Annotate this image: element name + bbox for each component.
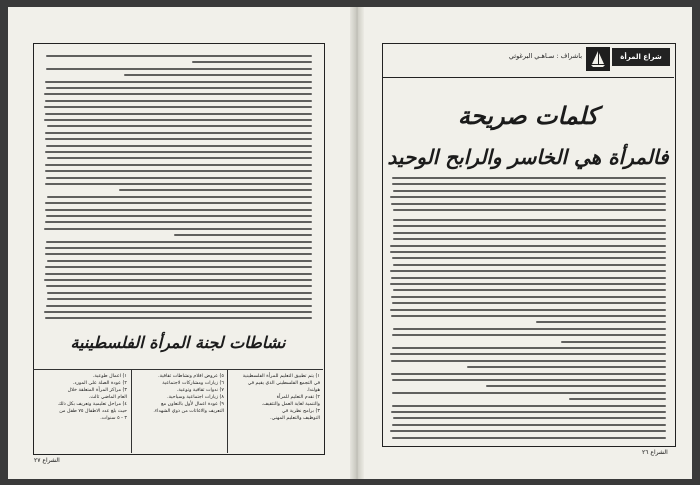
text-line [392,424,666,426]
text-line [391,277,666,279]
box-line: ٨) زيارات اجتماعية وسياحية. [167,395,224,400]
text-line [44,106,312,108]
box-line: ٧) ندوات ثقافية وتوعية. [176,388,224,393]
text-line [392,437,666,439]
text-line [45,247,312,249]
text-line [393,264,666,266]
book-gutter [350,7,364,479]
text-line [390,251,666,253]
column-byline: باشراف : سـاهـي البرغوثي [508,52,582,60]
box-line: ٢) عودة الصلة على المورد. [72,381,127,386]
text-line [390,245,666,247]
box-line: والتنمية لغاية العمل والتثقيف. [261,402,320,407]
text-line [393,219,666,221]
text-line [45,266,312,268]
text-line [174,234,312,236]
text-line [46,87,312,89]
text-line [390,309,666,311]
text-line [45,151,312,153]
text-line [45,164,312,166]
right-page-number: الشراع ٢٦ [642,449,668,456]
box-line: حيث بلغ عدد الاطفال ٧٥ طفل من [59,409,127,414]
text-line [393,238,666,240]
text-line [46,55,312,57]
text-line [45,81,312,83]
text-line [45,273,312,275]
text-line [45,132,312,134]
text-line [393,328,666,330]
text-line [467,366,666,368]
text-line [391,315,666,317]
text-line [392,334,666,336]
box-line: ٩) عودة اعمال لأول بالتعاون مع [161,402,224,407]
sail-logo-icon [586,47,610,71]
box-line: ٣ - ٥ سنوات. [100,416,127,421]
box-line: ١) يتم تطبيق التعليم للمرأة الفلسطينية [242,374,320,379]
activities-box-middle [134,373,224,415]
text-line [45,113,312,115]
text-line [45,100,312,102]
text-line [391,203,666,205]
box-line: ٣) مراكز المرأة المتعلقة خلال [67,388,127,393]
text-line [44,119,312,121]
activities-box-left [37,373,127,422]
box-line: هولندا. [306,388,320,393]
box-line: في التجمع الفلسطيني الذي يقيم في [247,381,320,386]
box-line: ٥) عروض افلام ونشاطات ثقافية. [158,374,224,379]
box-line: ٦) زيارات ومشاركات لاجتماعية [162,381,224,386]
text-line [46,145,312,147]
text-line [390,283,666,285]
left-page-number: الشراع ٢٧ [34,457,60,464]
box-divider [227,369,228,453]
text-line [392,177,666,179]
text-line [393,209,666,211]
text-line [393,232,666,234]
section-title: نشاطات لجنة المرأة الفلسطينية [70,333,286,352]
text-line [390,430,666,432]
text-line [45,202,312,204]
text-line [569,398,666,400]
box-line: ١) اعمال طوعية. [92,374,127,379]
text-line [393,190,666,192]
text-line [390,196,666,198]
text-line [391,411,666,413]
text-line [47,292,312,294]
activities-box-right [230,373,320,422]
text-line [392,392,666,394]
text-line [45,209,312,211]
box-line: ٣) برامج نظرية في [281,409,320,414]
text-line [47,196,312,198]
text-line [391,373,666,375]
boxes-top-rule [33,369,323,370]
text-line [44,311,312,313]
text-line [391,296,666,298]
left-page [8,7,350,479]
column-masthead [382,43,674,78]
text-line [46,241,312,243]
text-line [46,305,312,307]
text-line [44,279,312,281]
magazine-spread [8,7,692,479]
text-line [47,260,312,262]
column-section-label: شراع المرأة [612,48,670,66]
box-line: التوظيف والتعليم المهني. [270,416,320,421]
text-line [392,405,666,407]
box-line: ٢) تقدم التعليم للمرأة [276,395,320,400]
text-line [124,74,312,76]
text-line [46,215,312,217]
text-line [390,270,666,272]
text-line [392,379,666,381]
text-line [44,228,312,230]
text-line [46,177,312,179]
text-line [46,68,312,70]
text-line [45,170,312,172]
text-line [391,360,666,362]
headline-primary: كلمات صريحة [457,101,599,130]
box-line: ٤) مراحل تعليمية وتعريف بكل ذلك [58,402,127,407]
text-line [392,347,666,349]
headline-secondary: فالمرأة هي الخاسر والرابح الوحيد [387,145,669,169]
text-line [561,341,666,343]
right-page [364,7,692,479]
text-line [45,183,312,185]
box-divider [131,369,132,453]
text-line [47,298,312,300]
text-line [392,302,666,304]
box-line: العام الماضي ثالث. [88,395,127,400]
box-line: التعريف والاغاثات من ذوي الشهداء. [153,409,224,414]
text-line [45,138,312,140]
